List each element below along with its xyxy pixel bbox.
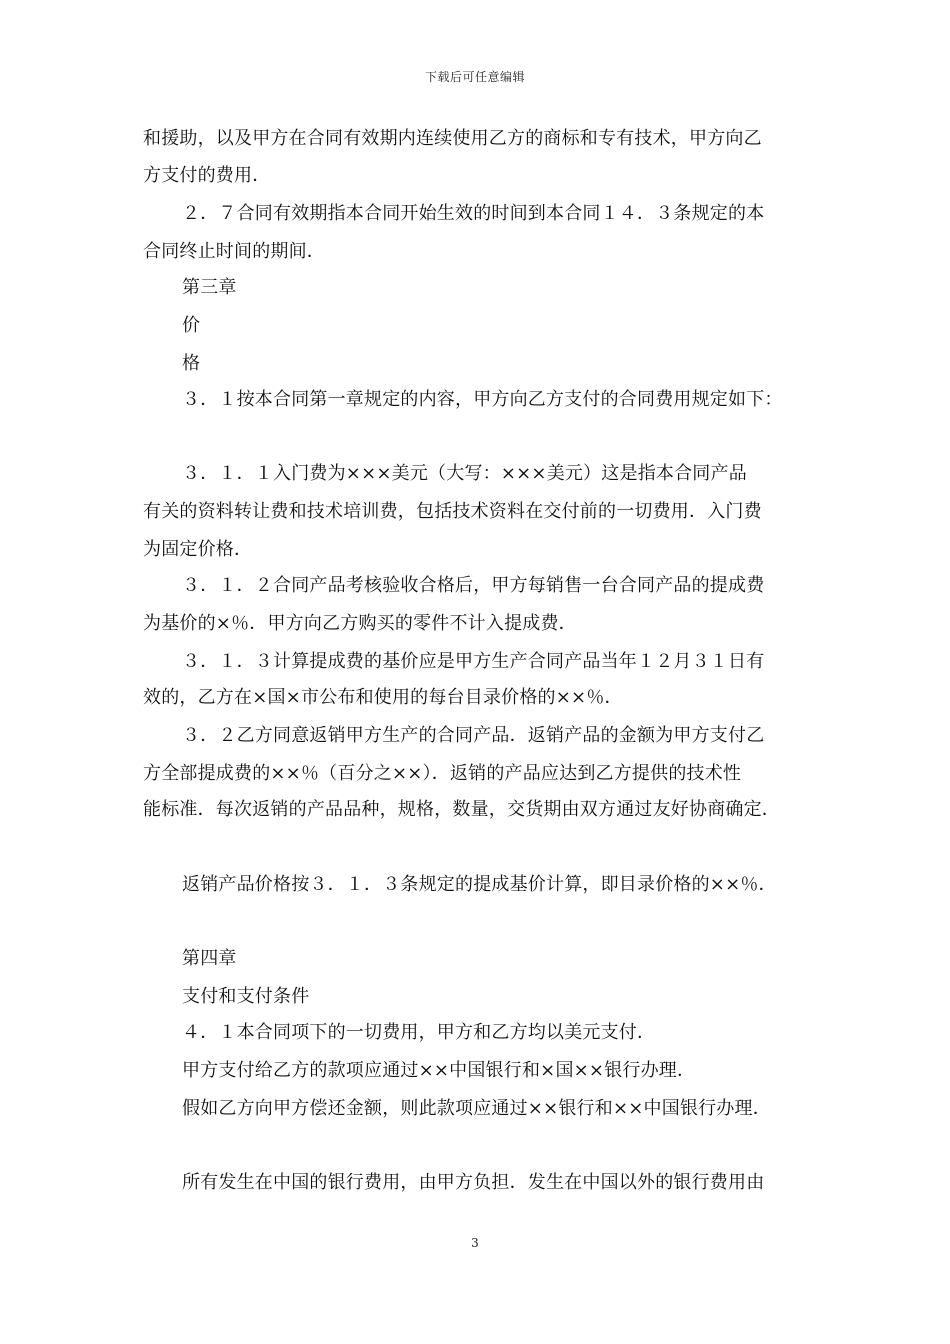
text-line: 效的，乙方在×国×市公布和使用的每台目录价格的××％． xyxy=(143,687,623,708)
text-line: 有关的资料转让费和技术培训费，包括技术资料在交付前的一切费用．入门费 xyxy=(143,501,762,522)
text-line: 所有发生在中国的银行费用，由甲方负担．发生在中国以外的银行费用由 xyxy=(182,1172,765,1193)
text-line: 和援助，以及甲方在合同有效期内连续使用乙方的商标和专有技术，甲方向乙 xyxy=(143,128,762,149)
text-line: 方支付的费用． xyxy=(143,165,271,186)
text-line: 能标准．每次返销的产品品种，规格，数量，交货期由双方通过友好协商确定． xyxy=(143,799,780,820)
chapter-heading: 第三章 xyxy=(182,277,237,298)
text-line: 合同终止时间的期间． xyxy=(143,241,325,262)
chapter-title-char: 价 xyxy=(182,315,201,336)
text-line: 甲方支付给乙方的款项应通过××中国银行和×国××银行办理． xyxy=(182,1060,696,1081)
text-line: 方全部提成费的××％（百分之××）．返销的产品应达到乙方提供的技术性 xyxy=(143,763,742,784)
text-line: ３．１．２合同产品考核验收合格后，甲方每销售一台合同产品的提成费 xyxy=(182,575,765,596)
text-line: 假如乙方向甲方偿还金额，则此款项应通过××银行和××中国银行办理． xyxy=(182,1098,771,1119)
chapter-title: 支付和支付条件 xyxy=(182,986,310,1007)
text-line: ３．１．１入门费为×××美元（大写：×××美元）这是指本合同产品 xyxy=(182,463,747,484)
text-line: 为固定价格． xyxy=(143,539,253,560)
page-header-note: 下载后可任意编辑 xyxy=(424,70,525,84)
text-line: 返销产品价格按３．１．３条规定的提成基价计算，即目录价格的××％． xyxy=(182,874,777,895)
page-number: 3 xyxy=(471,1236,479,1250)
text-line: ２．７合同有效期指本合同开始生效的时间到本合同１４．３条规定的本 xyxy=(182,203,765,224)
chapter-title-char: 格 xyxy=(182,353,201,374)
text-line: ３．１按本合同第一章规定的内容，甲方向乙方支付的合同费用规定如下： xyxy=(182,389,783,410)
chapter-heading: 第四章 xyxy=(182,948,237,969)
text-line: 为基价的×％．甲方向乙方购买的零件不计入提成费． xyxy=(143,613,577,634)
text-line: ３．２乙方同意返销甲方生产的合同产品．返销产品的金额为甲方支付乙 xyxy=(182,725,765,746)
text-line: ３．１．３计算提成费的基价应是甲方生产合同产品当年１２月３１日有 xyxy=(182,651,765,672)
text-line: ４．１本合同项下的一切费用，甲方和乙方均以美元支付． xyxy=(182,1022,656,1043)
